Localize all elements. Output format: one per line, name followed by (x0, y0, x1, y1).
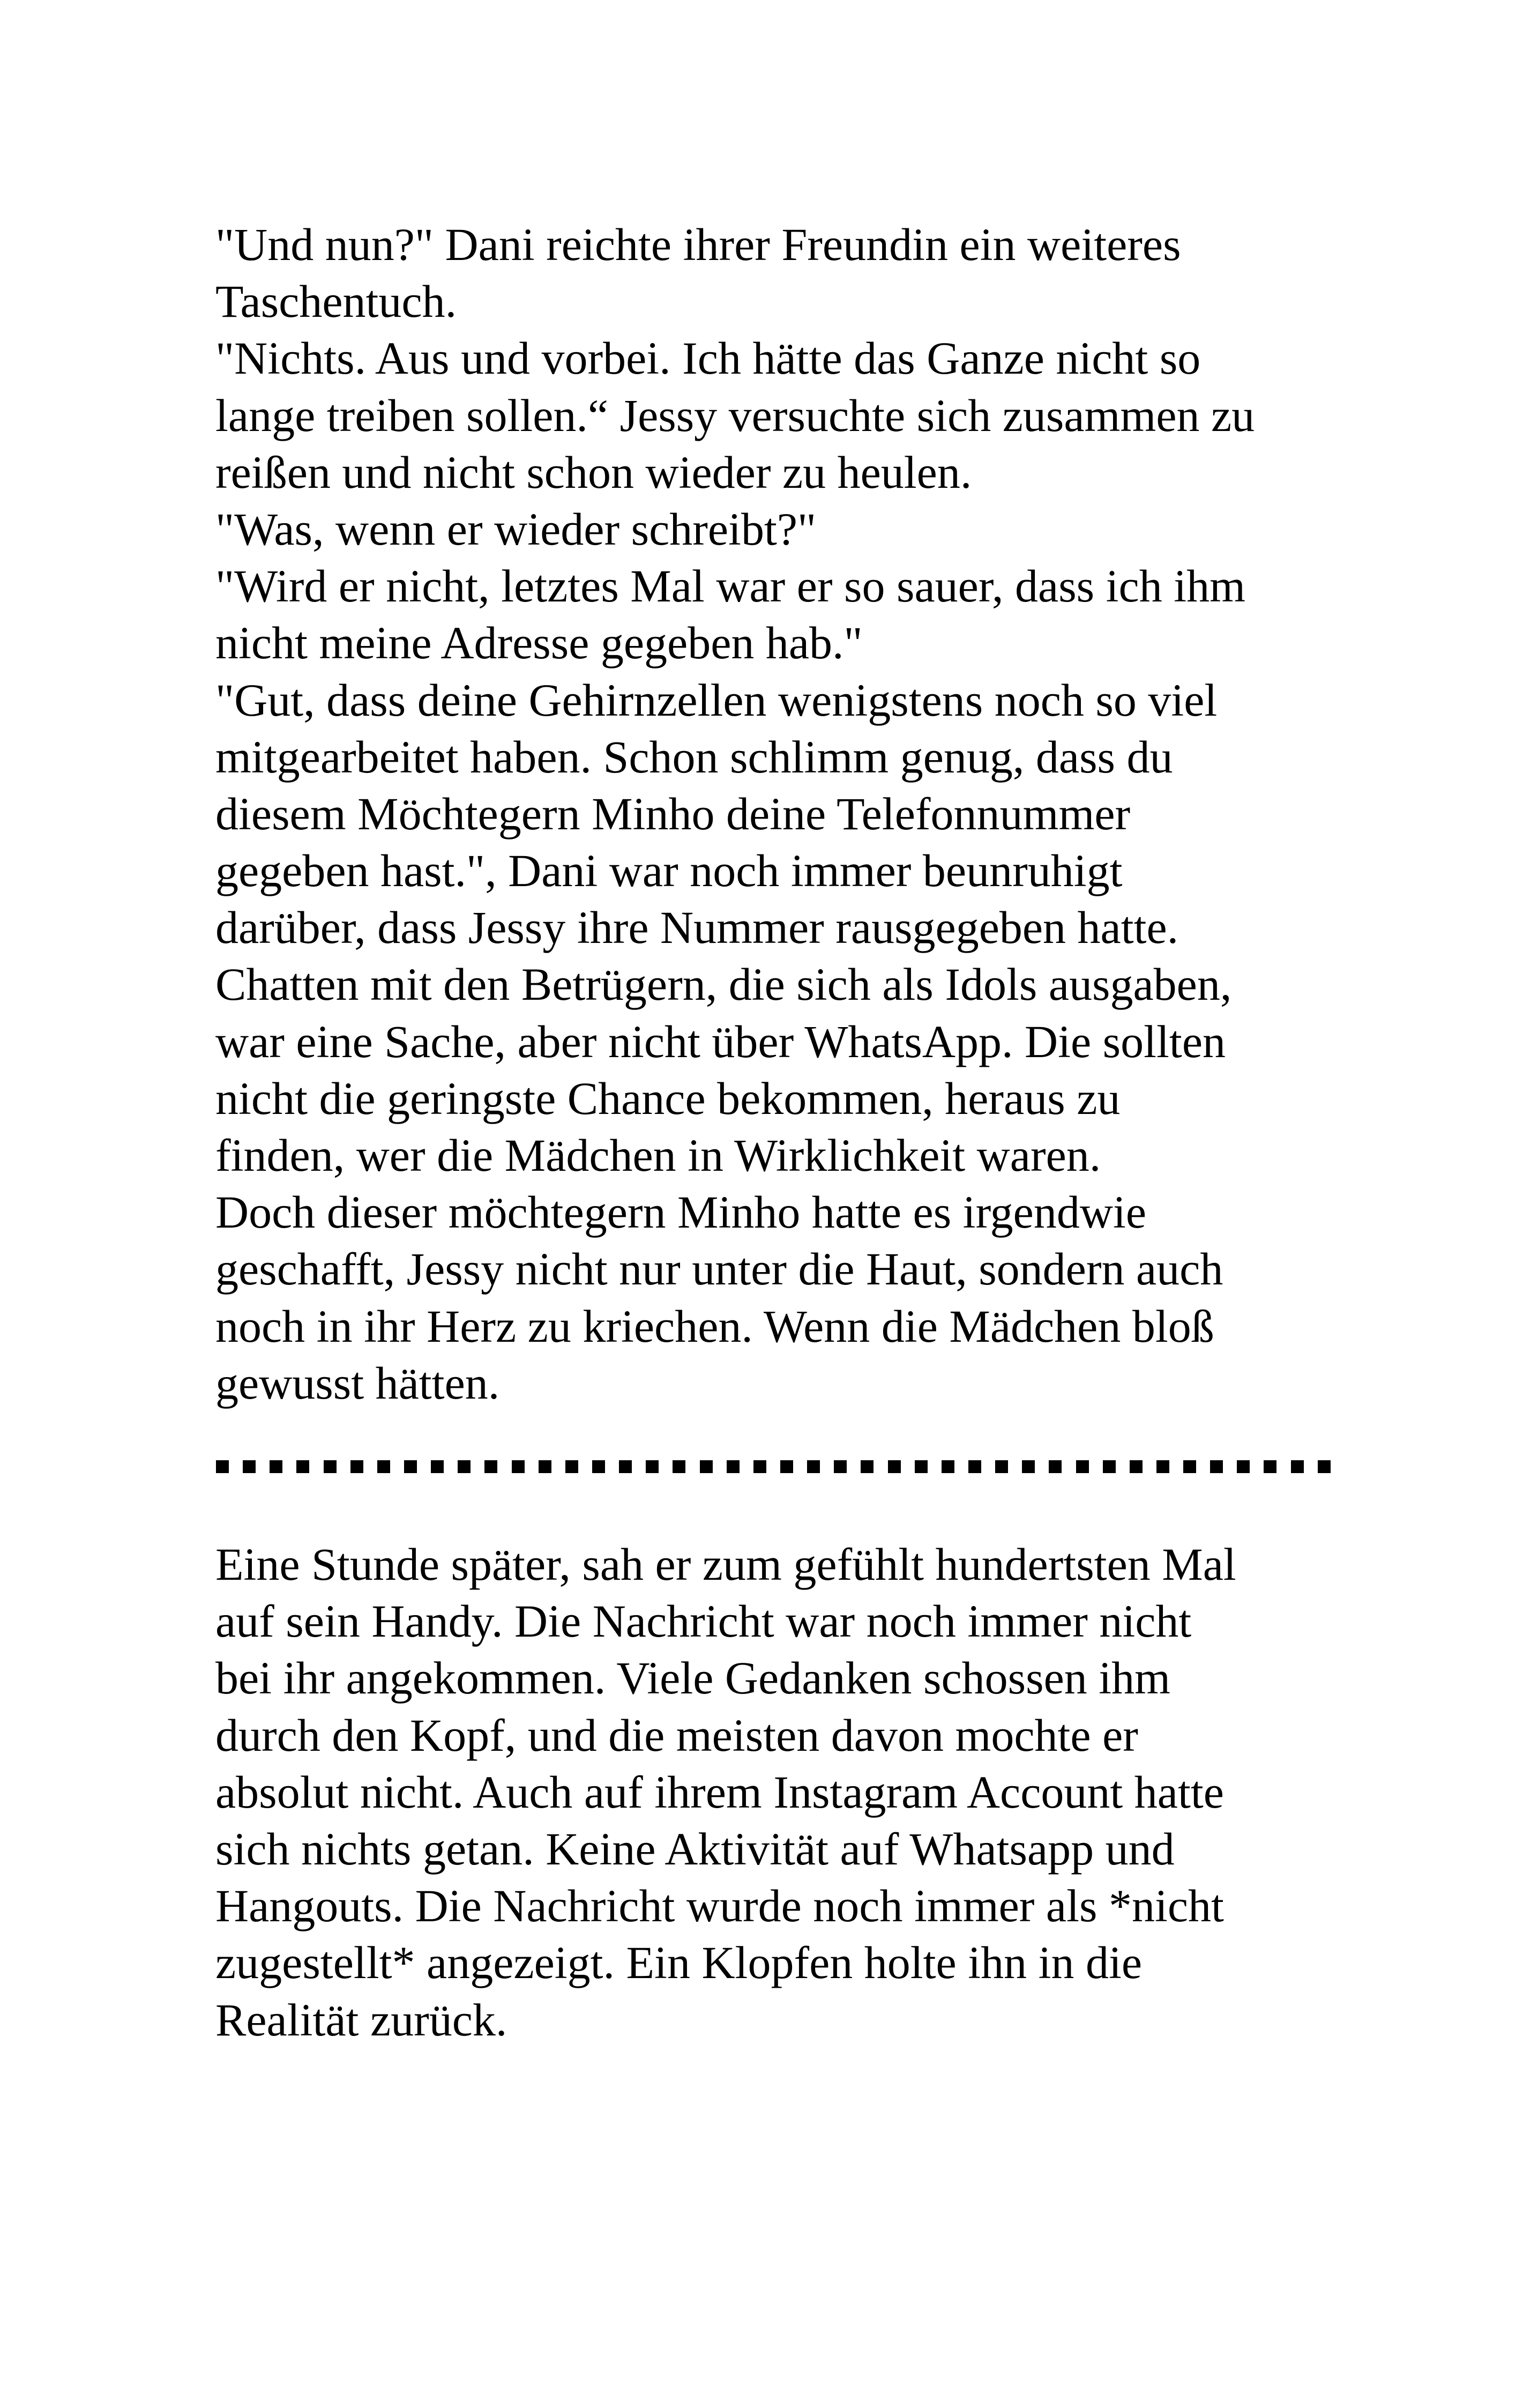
divider-square (807, 1460, 820, 1473)
divider-square (1076, 1460, 1089, 1473)
divider-square (431, 1460, 444, 1473)
divider-square (458, 1460, 471, 1473)
text-line: Taschentuch. (215, 276, 457, 328)
scene-break-divider (216, 1460, 1331, 1474)
divider-square (780, 1460, 793, 1473)
divider-square (216, 1460, 229, 1473)
divider-square (968, 1460, 981, 1473)
divider-square (995, 1460, 1008, 1473)
text-line: Chatten mit den Betrügern, die sich als Idols ausgaben, (215, 958, 1232, 1010)
text-line: darüber, dass Jessy ihre Nummer rausgegeben hatte. (215, 902, 1179, 954)
divider-square (1183, 1460, 1196, 1473)
text-line: "Und nun?" Dani reichte ihrer Freundin ein weiteres (215, 219, 1181, 270)
divider-square (1291, 1460, 1304, 1473)
paragraph-section-1 (215, 216, 1352, 1411)
text-line: auf sein Handy. Die Nachricht war noch immer nicht (215, 1595, 1192, 1647)
divider-square (1130, 1460, 1143, 1473)
divider-square (646, 1460, 659, 1473)
text-line: absolut nicht. Auch auf ihrem Instagram Account hatte (215, 1766, 1224, 1818)
text-line: Eine Stunde später, sah er zum gefühlt hundertsten Mal (215, 1539, 1236, 1590)
divider-square (673, 1460, 685, 1473)
divider-square (539, 1460, 551, 1473)
text-line: Hangouts. Die Nachricht wurde noch immer als *nicht (215, 1880, 1224, 1932)
divider-square (484, 1460, 497, 1473)
text-line: sich nichts getan. Keine Aktivität auf Whatsapp und (215, 1823, 1175, 1875)
text-line: finden, wer die Mädchen in Wirklichkeit waren. (215, 1129, 1101, 1181)
divider-square (1237, 1460, 1250, 1473)
text-line: noch in ihr Herz zu kriechen. Wenn die Mädchen bloß (215, 1300, 1214, 1352)
text-line: Realität zurück. (215, 1994, 507, 2046)
divider-square (1049, 1460, 1062, 1473)
divider-square (1210, 1460, 1223, 1473)
text-line: "Was, wenn er wieder schreibt?" (215, 503, 817, 555)
text-line: durch den Kopf, und die meisten davon mochte er (215, 1709, 1138, 1761)
divider-square (753, 1460, 766, 1473)
divider-square (377, 1460, 390, 1473)
text-line: geschafft, Jessy nicht nur unter die Haut, sondern auch (215, 1243, 1223, 1295)
text-line: lange treiben sollen.“ Jessy versuchte sich zusammen zu (215, 389, 1255, 441)
divider-square (565, 1460, 578, 1473)
divider-square (619, 1460, 632, 1473)
divider-square (1264, 1460, 1276, 1473)
text-line: zugestellt* angezeigt. Ein Klopfen holte ihn in die (215, 1937, 1143, 1989)
divider-square (512, 1460, 525, 1473)
divider-square (727, 1460, 740, 1473)
text-line: gewusst hätten. (215, 1357, 500, 1409)
text-line: bei ihr angekommen. Viele Gedanken schossen ihm (215, 1652, 1171, 1704)
divider-square (324, 1460, 337, 1473)
divider-square (404, 1460, 417, 1473)
text-line: war eine Sache, aber nicht über WhatsApp. Die sollten (215, 1015, 1226, 1067)
text-line: nicht die geringste Chance bekommen, heraus zu (215, 1072, 1121, 1124)
text-line: Doch dieser möchtegern Minho hatte es irgendwie (215, 1186, 1147, 1238)
text-line: "Gut, dass deine Gehirnzellen wenigstens noch so viel (215, 674, 1218, 726)
divider-square (592, 1460, 605, 1473)
text-line: "Wird er nicht, letztes Mal war er so sauer, dass ich ihm (215, 560, 1245, 612)
paragraph-section-2 (215, 1536, 1352, 2048)
divider-square (700, 1460, 713, 1473)
text-line: nicht meine Adresse gegeben hab." (215, 617, 863, 669)
text-line: "Nichts. Aus und vorbei. Ich hätte das Ganze nicht so (215, 332, 1201, 384)
divider-square (915, 1460, 928, 1473)
divider-square (296, 1460, 309, 1473)
divider-square (350, 1460, 363, 1473)
divider-square (1318, 1460, 1331, 1473)
divider-square (942, 1460, 954, 1473)
text-line: mitgearbeitet haben. Schon schlimm genug, dass du (215, 731, 1173, 783)
divider-square (861, 1460, 874, 1473)
divider-square (1022, 1460, 1035, 1473)
divider-square (270, 1460, 282, 1473)
text-line: reißen und nicht schon wieder zu heulen. (215, 446, 972, 498)
divider-square (834, 1460, 847, 1473)
divider-square (243, 1460, 256, 1473)
text-line: diesem Möchtegern Minho deine Telefonnummer (215, 787, 1131, 839)
divider-square (1156, 1460, 1169, 1473)
divider-square (1103, 1460, 1116, 1473)
divider-square (888, 1460, 901, 1473)
text-line: gegeben hast.", Dani war noch immer beunruhigt (215, 845, 1123, 897)
